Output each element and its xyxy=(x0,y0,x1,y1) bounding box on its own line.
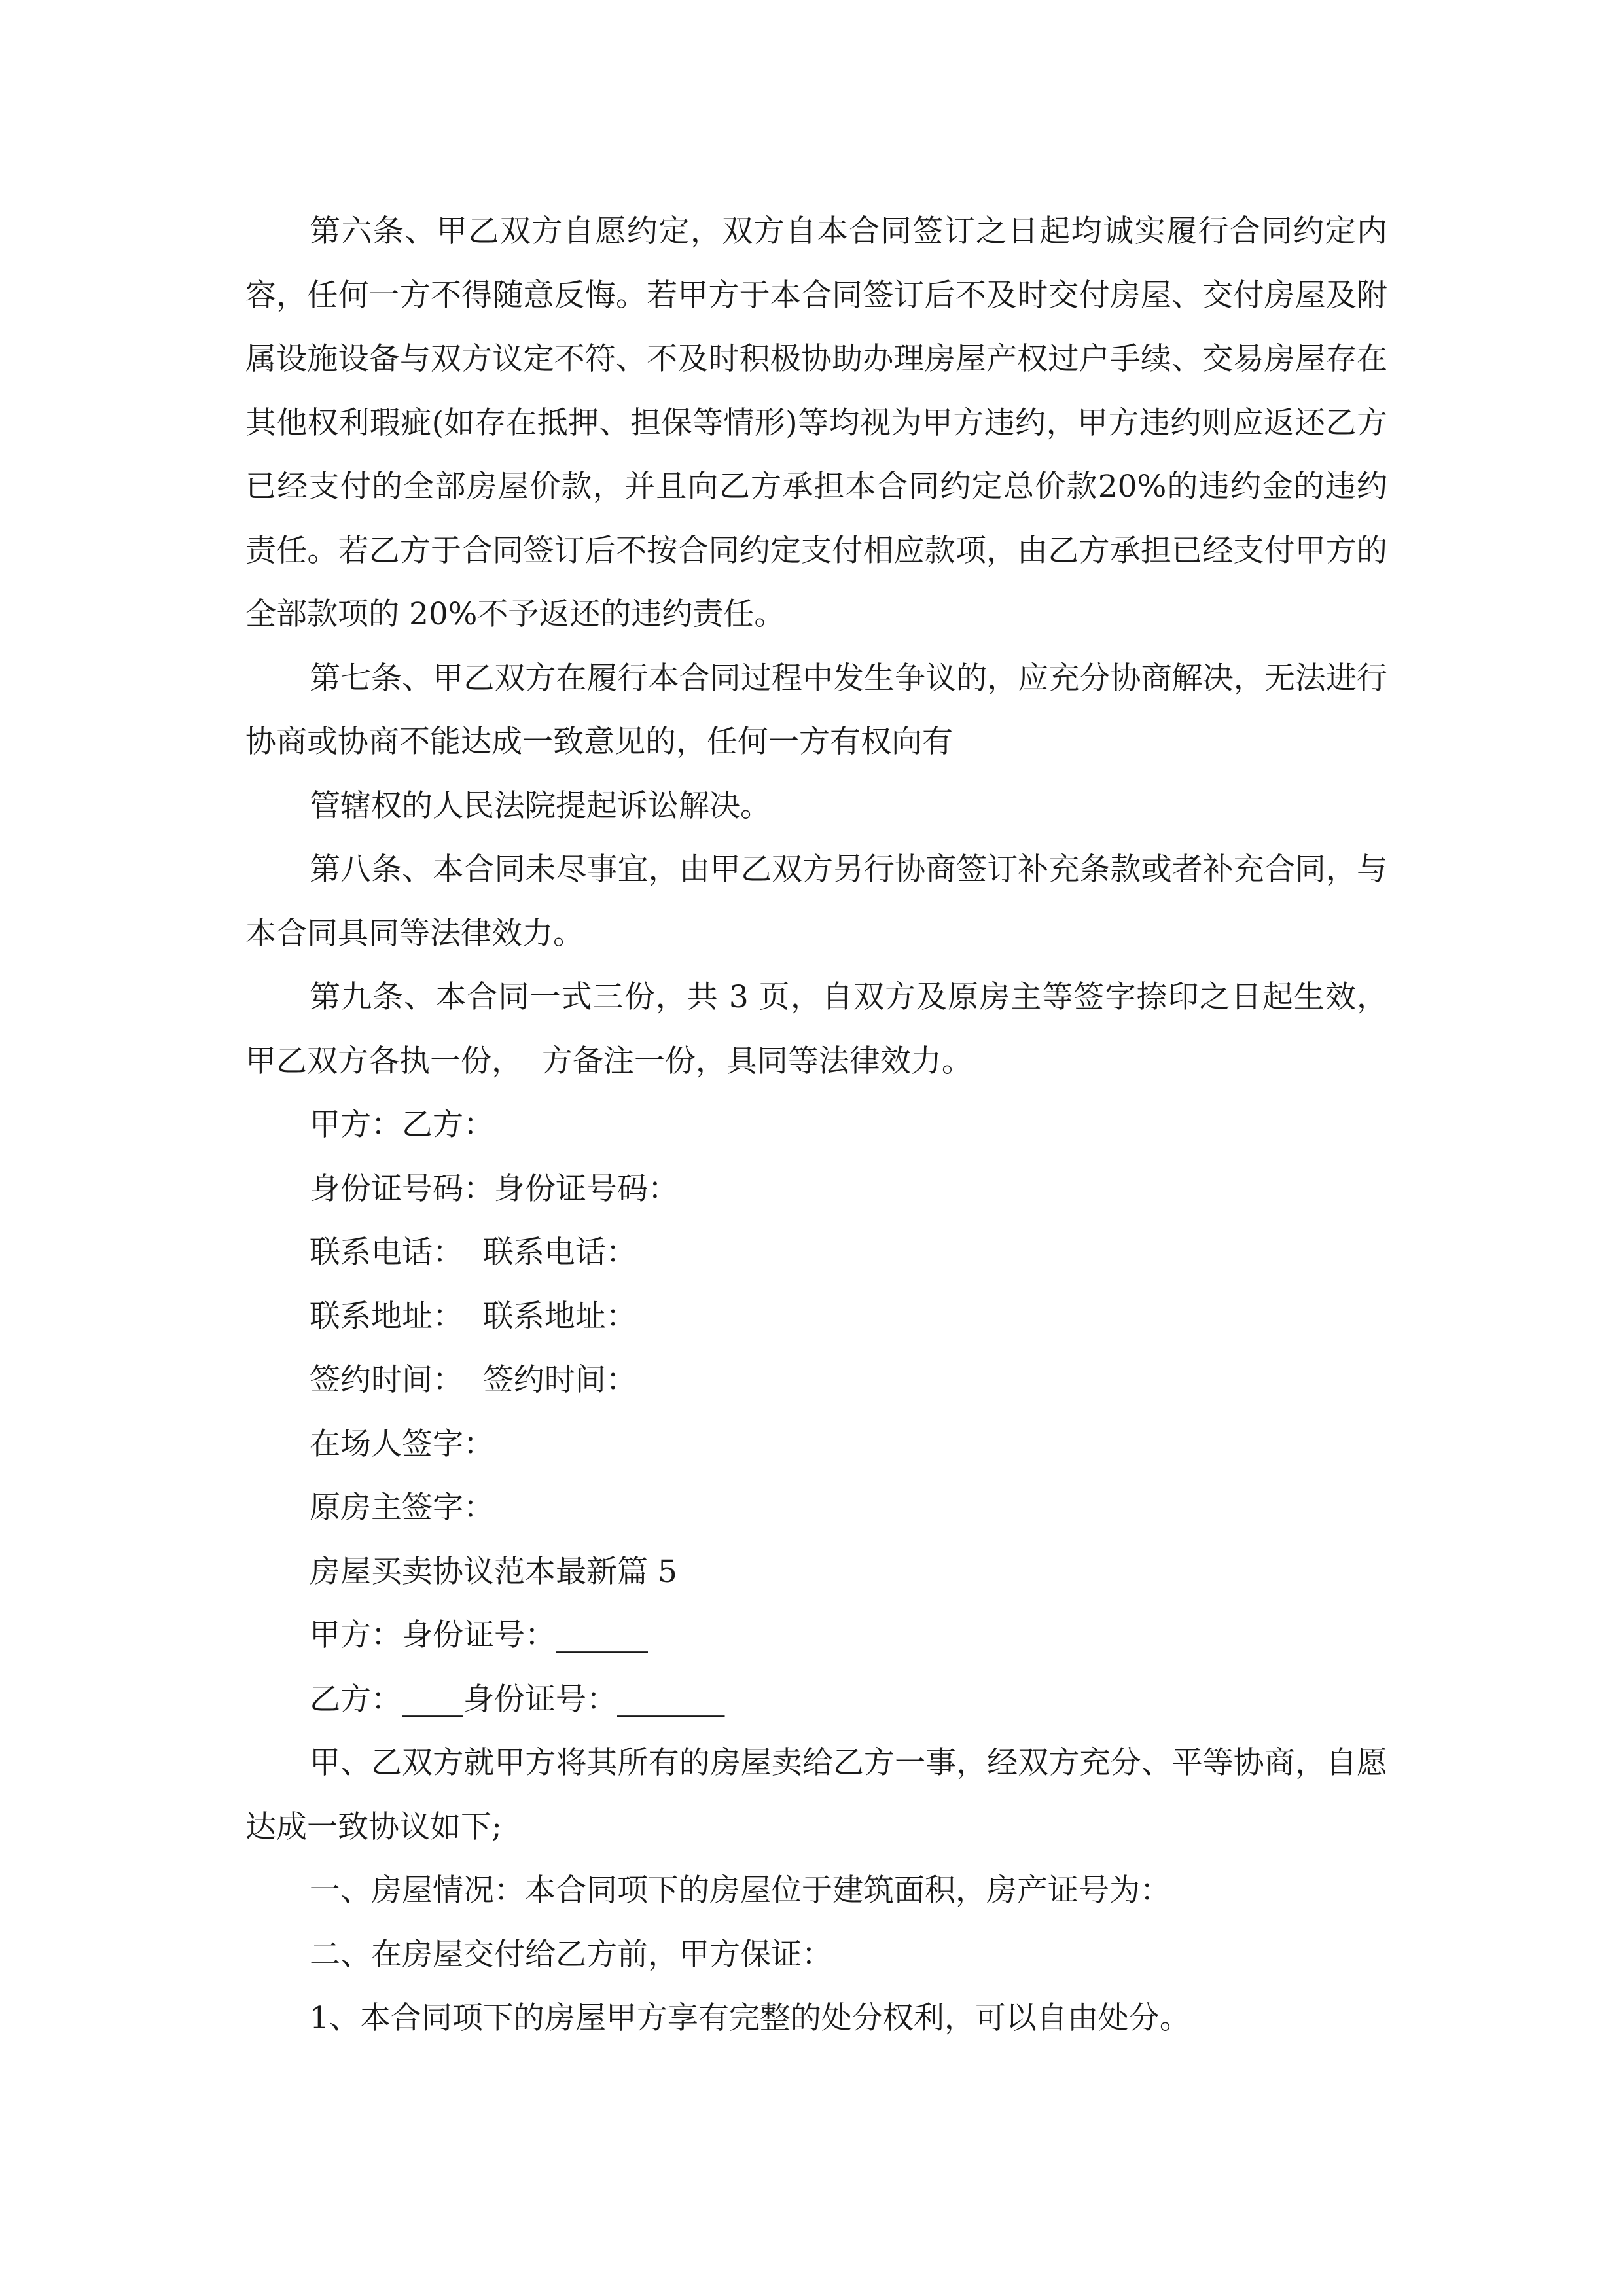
item-2-guarantee: 二、在房屋交付给乙方前，甲方保证： xyxy=(310,1936,832,1973)
id-number-labels: 身份证号码：身份证号码： xyxy=(310,1170,679,1207)
clause-8: 第八条、本合同未尽事宜，由甲乙双方另行协商签订补充条款或者补充合同，与本合同具同等法律效力。 xyxy=(245,852,1387,952)
signing-time-labels: 签约时间： 签约时间： xyxy=(310,1362,637,1398)
agreement-intro: 甲、乙双方就甲方将其所有的房屋卖给乙方一事，经双方充分、平等协商，自愿达成一致协议如下; xyxy=(245,1745,1387,1845)
clause-7: 第七条、甲乙双方在履行本合同过程中发生争议的，应充分协商解决，无法进行协商或协商不能达成一致意见的，任何一方有权向有 xyxy=(245,660,1387,760)
clause-9: 第九条、本合同一式三份，共 3 页，自双方及原房主等签字捺印之日起生效，甲乙双方各执一份， 方备注一份，具同等法律效力。 xyxy=(245,979,1387,1079)
witness-signature-label: 在场人签字： xyxy=(310,1426,494,1462)
clause-6: 第六条、甲乙双方自愿约定，双方自本合同签订之日起均诚实履行合同约定内容，任何一方不得随意反悔。若甲方于本合同签订后不及时交付房屋、交付房屋及附属设施设备与双方议定不符、不及时积极协助办理房屋产权过户手续、交易房屋存在其他权利瑕疵(如存在抵押、担保等情形)等均视为甲方违约，甲方违约则应返还乙方已经支付的全部房屋价款，并且向乙方承担本合同约定总价款20%的违约金的违约责任。若乙方于合同签订后不按合同约定支付相应款项，由乙方承担已经支付甲方的全部款项的 20%不予返还的违约责任。 xyxy=(245,213,1387,632)
address-labels: 联系地址： 联系地址： xyxy=(310,1298,637,1335)
party-b-id-line: 乙方：____身份证号：_______ xyxy=(310,1681,725,1717)
item-1-house-info: 一、房屋情况：本合同项下的房屋位于建筑面积，房产证号为： xyxy=(310,1873,1171,1909)
party-a-id-line: 甲方：身份证号：______ xyxy=(310,1617,648,1653)
party-labels: 甲方：乙方： xyxy=(310,1107,494,1143)
clause-7-continued: 管辖权的人民法院提起诉讼解决。 xyxy=(310,787,771,824)
original-owner-signature-label: 原房主签字： xyxy=(310,1490,494,1526)
section-title: 房屋买卖协议范本最新篇 5 xyxy=(310,1553,677,1590)
document-body xyxy=(245,200,1387,2051)
phone-labels: 联系电话： 联系电话： xyxy=(310,1234,637,1270)
guarantee-point-1: 1、本合同项下的房屋甲方享有完整的处分权利，可以自由处分。 xyxy=(310,2000,1190,2036)
